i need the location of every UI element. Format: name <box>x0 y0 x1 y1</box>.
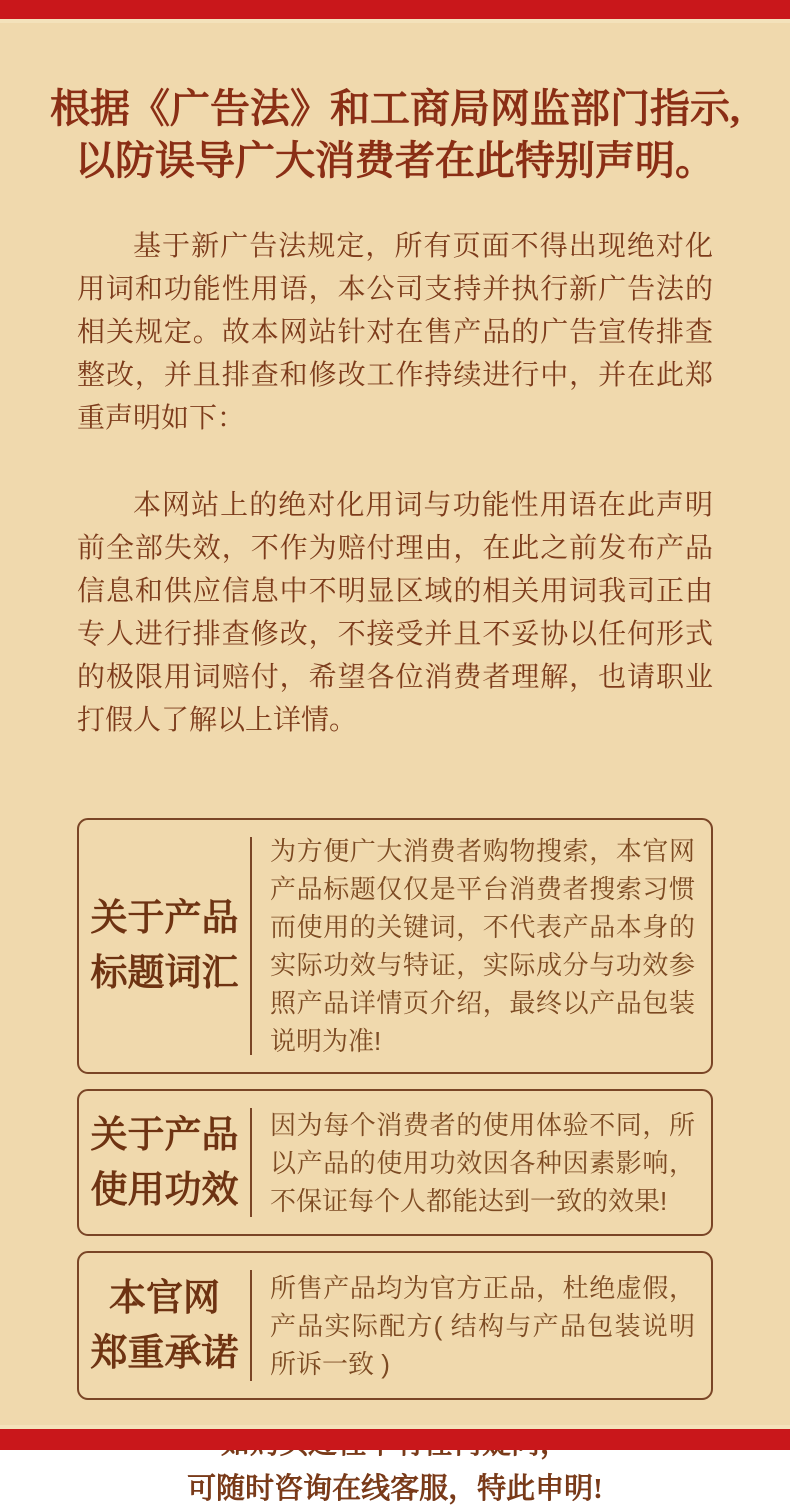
notice-box-title-words-text: 为方便广大消费者购物搜索，本官网产品标题仅仅是平台消费者搜索习惯而使用的关键词，不代表产品本身的实际功效与特证，实际成分与功效参照产品详情页介绍，最终以产品包装说明为准! <box>270 836 695 1056</box>
notice-box-usage-effect-label <box>79 1091 250 1234</box>
notice-box-official-promise-label <box>79 1253 250 1398</box>
label-line-2: 郑重承诺 <box>90 1332 239 1374</box>
paragraph-invalidation: 本网站上的绝对化用词与功能性用语在此声明前全部失效，不作为赔付理由，在此之前发布产品信息和供应信息中不明显区域的相关用词我司正由专人进行排查修改，不接受并且不妥协以任何形式的极限用词赔付，希望各位消费者理解，也请职业打假人了解以上详情。 <box>77 490 713 736</box>
notice-box-title-words-label <box>79 820 250 1072</box>
notice-box-usage-effect-text: 因为每个消费者的使用体验不同，所以产品的使用功效因各种因素影响，不保证每个人都能达到一致的效果! <box>270 1109 695 1216</box>
title-line-2: 以防误导广大消费者在此特别声明。 <box>75 138 715 183</box>
label-line-1: 本官网 <box>109 1277 220 1319</box>
top-red-bar <box>0 0 790 19</box>
label-line-2: 标题词汇 <box>90 953 239 994</box>
notice-box-usage-effect <box>77 1089 713 1236</box>
label-line-2: 使用功效 <box>90 1169 239 1211</box>
label-line-1: 关于产品 <box>90 898 239 939</box>
label-line-1: 关于产品 <box>90 1114 239 1156</box>
notice-box-official-promise-text: 所售产品均为官方正品，杜绝虚假，产品实际配方( 结构与产品包装说明所诉一致 ) <box>270 1272 695 1379</box>
bottom-red-bar <box>0 1429 790 1450</box>
paragraph-regulation: 基于新广告法规定，所有页面不得出现绝对化用词和功能性用语，本公司支持并执行新广告法的相关规定。故本网站针对在售产品的广告宣传排查整改，并且排查和修改工作持续进行中，并在此郑重声明如下： <box>77 231 713 434</box>
notice-boxes <box>77 818 713 1400</box>
notice-box-official-promise <box>77 1251 713 1400</box>
footer-line-2: 可随时咨询在线客服，特此申明! <box>187 1473 603 1505</box>
title-line-1: 根据《广告法》和工商局网监部门指示, <box>50 86 740 131</box>
notice-box-title-words <box>77 818 713 1074</box>
page-title <box>0 23 790 187</box>
